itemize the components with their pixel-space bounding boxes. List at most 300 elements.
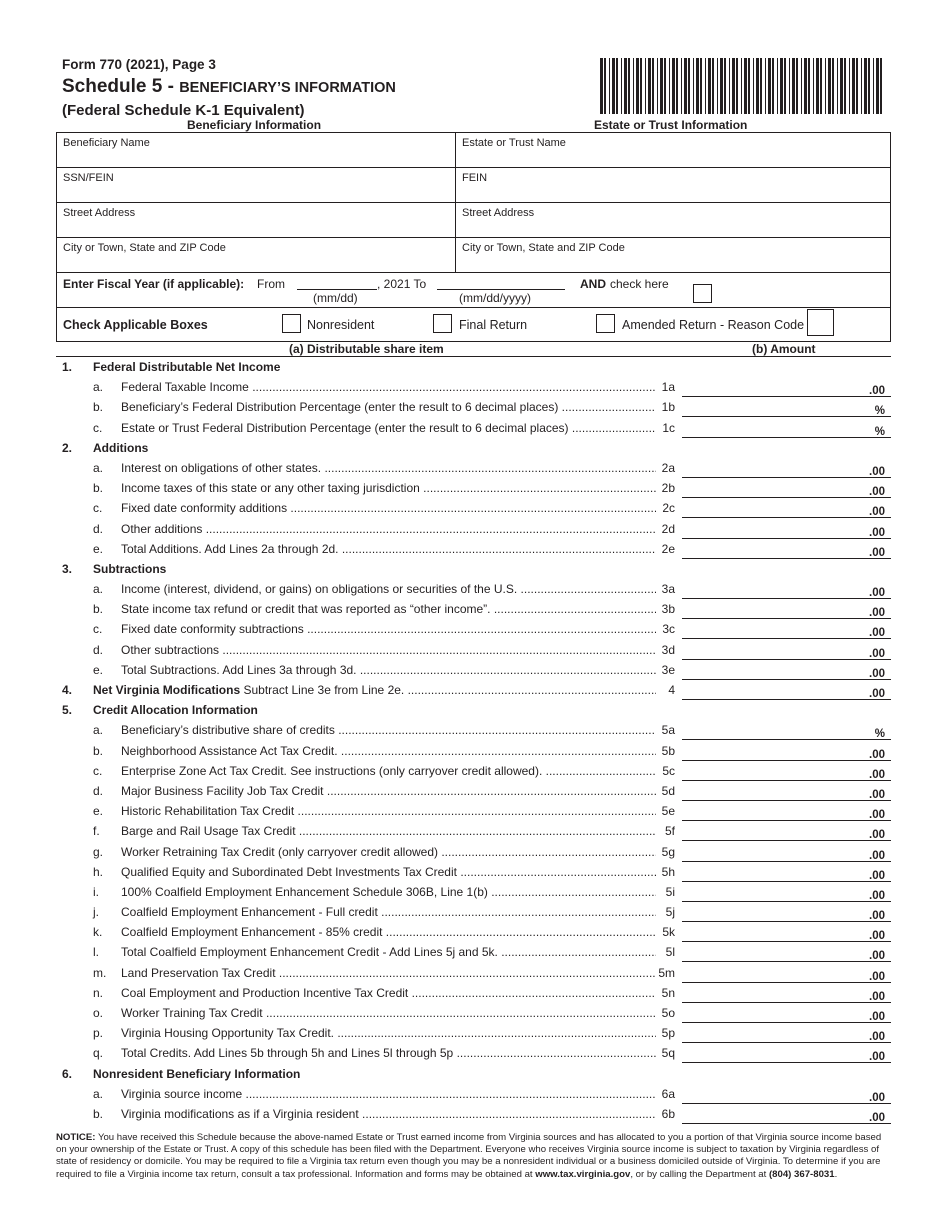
- line-description: Major Business Facility Job Tax Credit .....: [121, 782, 675, 800]
- amount-field[interactable]: .00: [682, 825, 891, 841]
- barcode-bar: [688, 58, 690, 114]
- beneficiary-city-field[interactable]: City or Town, State and ZIP Code: [57, 238, 456, 273]
- info-grid: [56, 132, 891, 273]
- nonresident-checkbox[interactable]: [282, 314, 301, 333]
- amount-field[interactable]: .00: [682, 745, 891, 761]
- line-ref: 5l: [656, 943, 675, 961]
- line-ref: 1a: [656, 378, 675, 396]
- line-row: [56, 822, 891, 842]
- amount-field[interactable]: .00: [682, 765, 891, 781]
- line-row: [56, 499, 891, 519]
- amount-field[interactable]: .00: [682, 1047, 891, 1063]
- line-description: Beneficiary’s Federal Distribution Percentage (enter the result to 6 decimal places) .....: [121, 398, 675, 416]
- amount-field[interactable]: .00: [682, 987, 891, 1003]
- line-ref: 2e: [656, 540, 675, 558]
- barcode-bar: [645, 58, 646, 114]
- line-letter: a.: [93, 723, 104, 738]
- final-return-label: Final Return: [459, 318, 528, 332]
- notice-label: NOTICE:: [56, 1132, 96, 1143]
- line-row: [56, 459, 891, 479]
- barcode-bar: [849, 58, 850, 114]
- barcode-bar: [744, 58, 747, 114]
- estate-street-field[interactable]: Street Address: [456, 203, 891, 238]
- line-row: [56, 398, 891, 418]
- section-row: [56, 701, 891, 721]
- line-row: [56, 620, 891, 640]
- line-description: Qualified Equity and Subordinated Debt Investments Tax Credit .....: [121, 863, 675, 881]
- barcode-bar: [732, 58, 735, 114]
- line-row: [56, 600, 891, 620]
- section-title: Additions: [93, 440, 149, 455]
- barcode-bar: [660, 58, 663, 114]
- section-row: [56, 681, 891, 701]
- final-return-checkbox[interactable]: [433, 314, 452, 333]
- line-description: Federal Taxable Income .....: [121, 378, 675, 396]
- barcode-bar: [748, 58, 750, 114]
- line-letter: h.: [93, 864, 104, 879]
- line-letter: q.: [93, 1046, 104, 1061]
- barcode-bar: [717, 58, 718, 114]
- line-row: [56, 843, 891, 863]
- line-letter: b.: [93, 743, 104, 758]
- line-row: [56, 378, 891, 398]
- schedule-label: Schedule 5 -: [62, 76, 174, 97]
- line-number: 3.: [62, 561, 73, 576]
- line-ref: 2c: [656, 499, 675, 517]
- amount-field[interactable]: .00: [682, 1027, 891, 1043]
- line-description: Worker Training Tax Credit .....: [121, 1004, 675, 1022]
- line-row: [56, 540, 891, 560]
- line-ref: 5j: [656, 903, 675, 921]
- line-ref: 5p: [656, 1024, 675, 1042]
- line-ref: 3c: [656, 620, 675, 638]
- barcode-bar: [604, 58, 606, 114]
- barcode-bar: [681, 58, 682, 114]
- line-letter: d.: [93, 642, 104, 657]
- line-description: Beneficiary’s distributive share of credits .....: [121, 721, 675, 739]
- line-ref: 5g: [656, 843, 675, 861]
- amount-field[interactable]: .00: [682, 785, 891, 801]
- amount-field[interactable]: .00: [682, 543, 891, 559]
- amount-field[interactable]: %: [682, 724, 891, 740]
- barcode-bar: [864, 58, 867, 114]
- line-row: [56, 419, 891, 439]
- line-ref: 5k: [656, 923, 675, 941]
- line-letter: b.: [93, 1106, 104, 1121]
- line-number: 2.: [62, 440, 73, 455]
- line-letter: n.: [93, 985, 104, 1000]
- barcode-bar: [633, 58, 634, 114]
- line-row: [56, 1085, 891, 1105]
- line-ref: 5b: [656, 742, 675, 760]
- line-ref: 2b: [656, 479, 675, 497]
- line-letter: g.: [93, 844, 104, 859]
- line-letter: a.: [93, 1086, 104, 1101]
- line-description: Interest on obligations of other states. .....: [121, 459, 675, 477]
- barcode-bar: [672, 58, 675, 114]
- line-row: [56, 742, 891, 762]
- barcode-bar: [772, 58, 774, 114]
- line-letter: b.: [93, 481, 104, 496]
- amount-field[interactable]: .00: [682, 926, 891, 942]
- section-row: [56, 1065, 891, 1085]
- line-ref: 2d: [656, 520, 675, 538]
- and-label: AND: [580, 277, 606, 291]
- line-row: [56, 479, 891, 499]
- barcode-bar: [792, 58, 795, 114]
- notice-website: www.tax.virginia.gov: [535, 1168, 631, 1180]
- barcode-bar: [753, 58, 754, 114]
- line-ref: 5e: [656, 802, 675, 820]
- line-ref: 5h: [656, 863, 675, 881]
- line-ref: 5f: [656, 822, 675, 840]
- form-id: Form 770 (2021), Page 3: [62, 57, 216, 72]
- amount-field[interactable]: .00: [682, 482, 891, 498]
- amount-field[interactable]: %: [682, 422, 891, 438]
- line-description: Virginia source income .....: [121, 1085, 675, 1103]
- line-letter: o.: [93, 1006, 104, 1020]
- section-title: Net Virginia Modifications: [93, 683, 241, 697]
- amount-field[interactable]: .00: [682, 462, 891, 478]
- barcode-bar: [693, 58, 694, 114]
- line-description: Other additions .....: [121, 520, 675, 538]
- line-number: 5.: [62, 703, 73, 718]
- barcode-bar: [856, 58, 858, 114]
- barcode-bar: [612, 58, 615, 114]
- line-description: Estate or Trust Federal Distribution Percentage (enter the result to 6 decimal places) .....: [121, 419, 675, 437]
- section-row: [56, 358, 891, 378]
- line-description: Income taxes of this state or any other taxing jurisdiction .....: [121, 479, 675, 497]
- barcode-bar: [736, 58, 738, 114]
- line-description: Coalfield Employment Enhancement - Full credit .....: [121, 903, 675, 921]
- barcode-bar: [760, 58, 762, 114]
- line-description: Land Preservation Tax Credit .....: [121, 964, 675, 982]
- line-letter: f.: [93, 824, 100, 839]
- line-row: [56, 923, 891, 943]
- barcode-bar: [852, 58, 855, 114]
- line-description: [93, 681, 675, 699]
- amount-field[interactable]: .00: [682, 523, 891, 539]
- line-description: State income tax refund or credit that was reported as “other income”. .....: [121, 600, 675, 618]
- line-letter: d.: [93, 783, 104, 798]
- barcode-bar: [636, 58, 639, 114]
- line-ref: 1b: [656, 398, 675, 416]
- barcode-bar: [873, 58, 874, 114]
- notice-body-3: .: [834, 1168, 838, 1180]
- line-row: [56, 802, 891, 822]
- line-items: [56, 358, 891, 1125]
- reason-code-input[interactable]: [807, 309, 834, 336]
- barcode-bar: [861, 58, 862, 114]
- line-ref: 4: [656, 681, 675, 699]
- line-ref: 5a: [656, 721, 675, 739]
- barcode-bar: [609, 58, 610, 114]
- barcode-bar: [844, 58, 846, 114]
- barcode-bar: [720, 58, 723, 114]
- schedule-subtitle: (Federal Schedule K-1 Equivalent): [62, 102, 305, 119]
- line-ref: 6b: [656, 1105, 675, 1123]
- section-title: Nonresident Beneficiary Information: [93, 1066, 301, 1081]
- schedule-name: BENEFICIARY’S INFORMATION: [179, 80, 396, 96]
- fiscal-from-label: From: [257, 277, 285, 291]
- barcode-image: [600, 58, 884, 114]
- line-letter: b.: [93, 602, 104, 617]
- line-letter: e.: [93, 541, 104, 556]
- nonresident-label: Nonresident: [307, 318, 375, 332]
- amount-field[interactable]: .00: [682, 967, 891, 983]
- barcode-bar: [621, 58, 622, 114]
- line-row: [56, 721, 891, 741]
- line-ref: 5m: [656, 964, 675, 982]
- check-here-label: check here: [610, 277, 669, 291]
- barcode-bar: [825, 58, 826, 114]
- notice-body-1: You have received this Schedule because the above-named Estate or Trust earned income from Virginia sources and has allocated to you a portion of that Virginia source income based on your ownership of the Estate or Trust. A copy of this schedule has been filed with the Department. Everyone who receives Virginia source income is subject to taxation by Virginia regardless of state of residency or domicile. You may be required to file a Virginia tax return even though you may be a nonresident individual or a business domiciled outside of Virginia. To determine if you are required to file a Virginia income tax return, consult a tax professional. Information and forms may be obtained at: [56, 1132, 882, 1180]
- line-description: Total Credits. Add Lines 5b through 5h and Lines 5l through 5p .....: [121, 1044, 675, 1062]
- barcode-bar: [705, 58, 706, 114]
- barcode-bar: [729, 58, 730, 114]
- fiscal-from-format: (mm/dd): [313, 291, 358, 305]
- fiscal-to-format: (mm/dd/yyyy): [459, 291, 531, 305]
- line-letter: l.: [93, 945, 99, 960]
- estate-fein-field[interactable]: FEIN: [456, 168, 891, 203]
- barcode-bar: [684, 58, 687, 114]
- barcode-bar: [669, 58, 670, 114]
- line-row: [56, 943, 891, 963]
- barcode-bar: [784, 58, 786, 114]
- line-row: [56, 984, 891, 1004]
- line-ref: 5n: [656, 984, 675, 1002]
- barcode-bar: [724, 58, 726, 114]
- line-description: Worker Retraining Tax Credit (only carryover credit allowed) .....: [121, 843, 675, 861]
- barcode-bar: [832, 58, 834, 114]
- amount-field[interactable]: .00: [682, 644, 891, 660]
- barcode-bar: [741, 58, 742, 114]
- barcode-bar: [820, 58, 822, 114]
- barcode-bar: [876, 58, 879, 114]
- fiscal-year-label: Enter Fiscal Year (if applicable):: [63, 277, 245, 291]
- line-description: Neighborhood Assistance Act Tax Credit. .....: [121, 742, 675, 760]
- line-row: [56, 883, 891, 903]
- line-description: Coalfield Employment Enhancement - 85% credit .....: [121, 923, 675, 941]
- barcode-bar: [648, 58, 651, 114]
- section-row: [56, 439, 891, 459]
- line-row: [56, 1044, 891, 1064]
- line-ref: 2a: [656, 459, 675, 477]
- barcode-bar: [828, 58, 831, 114]
- amount-field[interactable]: .00: [682, 381, 891, 397]
- fiscal-year-to-label: , 2021 To: [377, 277, 427, 291]
- line-ref: 3b: [656, 600, 675, 618]
- amount-field[interactable]: .00: [682, 603, 891, 619]
- line-ref: 3a: [656, 580, 675, 598]
- barcode-bar: [840, 58, 843, 114]
- line-number: 6.: [62, 1066, 73, 1081]
- line-description: Enterprise Zone Act Tax Credit. See instructions (only carryover credit allowed). .....: [121, 762, 675, 780]
- line-letter: j.: [93, 905, 99, 920]
- column-b-heading: (b) Amount: [752, 342, 816, 356]
- section-title: Subtractions: [93, 561, 167, 576]
- fiscal-from-input[interactable]: [297, 276, 377, 290]
- line-description: 100% Coalfield Employment Enhancement Schedule 306B, Line 1(b) .....: [121, 883, 675, 901]
- amount-field[interactable]: .00: [682, 583, 891, 599]
- section-title: Federal Distributable Net Income: [93, 360, 281, 374]
- line-letter: c.: [93, 501, 103, 516]
- amount-field[interactable]: .00: [682, 846, 891, 862]
- line-ref: 3d: [656, 641, 675, 659]
- line-description: Income (interest, dividend, or gains) on obligations or securities of the U.S. .....: [121, 580, 675, 598]
- barcode-bar: [624, 58, 627, 114]
- form-header: [62, 56, 622, 120]
- beneficiary-info-heading: Beneficiary Information: [187, 118, 322, 132]
- line-description: Other subtractions .....: [121, 641, 675, 659]
- amount-field[interactable]: .00: [682, 684, 891, 700]
- amended-return-checkbox[interactable]: [596, 314, 615, 333]
- estate-info-heading: Estate or Trust Information: [594, 118, 748, 132]
- line-letter: a.: [93, 460, 104, 475]
- fiscal-year-row: [56, 272, 891, 308]
- line-letter: c.: [93, 622, 103, 637]
- line-description-rest: Subtract Line 3e from Line 2e.: [243, 683, 405, 697]
- check-boxes-label: Check Applicable Boxes: [63, 318, 208, 332]
- line-ref: 5o: [656, 1004, 675, 1022]
- line-letter: k.: [93, 925, 103, 940]
- line-row: [56, 762, 891, 782]
- line-row: [56, 641, 891, 661]
- line-row: [56, 964, 891, 984]
- amount-field[interactable]: .00: [682, 664, 891, 680]
- line-row: [56, 1024, 891, 1044]
- barcode-bar: [708, 58, 711, 114]
- line-letter: p.: [93, 1026, 104, 1041]
- line-ref: 1c: [656, 419, 675, 437]
- line-ref: 5c: [656, 762, 675, 780]
- column-rule: [56, 356, 891, 357]
- section-row: [56, 560, 891, 580]
- barcode-bar: [880, 58, 882, 114]
- amount-field[interactable]: .00: [682, 886, 891, 902]
- amount-field[interactable]: .00: [682, 805, 891, 821]
- line-letter: c.: [93, 420, 103, 435]
- barcode-bar: [628, 58, 630, 114]
- amount-field[interactable]: .00: [682, 1007, 891, 1023]
- notice-body-2: , or by calling the Department at: [630, 1168, 769, 1180]
- line-description: Historic Rehabilitation Tax Credit .....: [121, 802, 675, 820]
- line-description: Barge and Rail Usage Tax Credit .....: [121, 822, 675, 840]
- fiscal-year-checkbox[interactable]: [693, 284, 712, 303]
- line-ref: 5i: [656, 883, 675, 901]
- line-row: [56, 580, 891, 600]
- ssn-fein-field[interactable]: SSN/FEIN: [57, 168, 456, 203]
- amount-field[interactable]: .00: [682, 502, 891, 518]
- barcode-bar: [801, 58, 802, 114]
- schedule-title: [62, 75, 622, 100]
- barcode-bar: [837, 58, 838, 114]
- barcode-bar: [652, 58, 654, 114]
- amount-field[interactable]: .00: [682, 866, 891, 882]
- amount-field[interactable]: .00: [682, 623, 891, 639]
- line-letter: m.: [93, 965, 107, 980]
- line-letter: b.: [93, 400, 104, 415]
- column-a-heading: (a) Distributable share item: [289, 342, 444, 356]
- estate-city-field[interactable]: City or Town, State and ZIP Code: [456, 238, 891, 273]
- notice-phone: (804) 367-8031: [768, 1168, 835, 1180]
- barcode-bar: [756, 58, 759, 114]
- line-description: Virginia modifications as if a Virginia resident .....: [121, 1105, 675, 1123]
- barcode-bar: [796, 58, 798, 114]
- amended-return-label: Amended Return - Reason Code: [622, 318, 805, 332]
- amount-field[interactable]: .00: [682, 906, 891, 922]
- line-ref: 6a: [656, 1085, 675, 1103]
- line-description: Virginia Housing Opportunity Tax Credit. .....: [121, 1024, 675, 1042]
- line-letter: i.: [93, 884, 99, 899]
- beneficiary-name-field[interactable]: Beneficiary Name: [57, 133, 456, 168]
- amount-field[interactable]: %: [682, 401, 891, 417]
- barcode-bar: [712, 58, 714, 114]
- line-letter: e.: [93, 804, 104, 819]
- line-description: Fixed date conformity subtractions .....: [121, 620, 675, 638]
- barcode-bar: [657, 58, 658, 114]
- amount-field[interactable]: .00: [682, 1088, 891, 1104]
- line-row: [56, 1105, 891, 1125]
- barcode-bar: [640, 58, 642, 114]
- line-description: Coal Employment and Production Incentive Tax Credit .....: [121, 984, 675, 1002]
- barcode-bar: [816, 58, 819, 114]
- barcode-bar: [600, 58, 603, 114]
- barcode-bar: [777, 58, 778, 114]
- line-ref: 3e: [656, 661, 675, 679]
- estate-name-field[interactable]: Estate or Trust Name: [456, 133, 891, 168]
- notice-text: [56, 1132, 891, 1181]
- beneficiary-street-field[interactable]: Street Address: [57, 203, 456, 238]
- line-row: [56, 520, 891, 540]
- amount-field[interactable]: .00: [682, 1108, 891, 1124]
- line-description: Fixed date conformity additions .....: [121, 499, 675, 517]
- line-number: 1.: [62, 360, 73, 374]
- line-number: 4.: [62, 683, 73, 697]
- barcode-bar: [700, 58, 702, 114]
- barcode-bar: [804, 58, 807, 114]
- line-letter: c.: [93, 763, 103, 778]
- line-row: [56, 661, 891, 681]
- barcode-bar: [789, 58, 790, 114]
- barcode-bar: [664, 58, 666, 114]
- line-row: [56, 863, 891, 883]
- line-description: Total Coalfield Employment Enhancement Credit - Add Lines 5j and 5k. .....: [121, 943, 675, 961]
- line-letter: d.: [93, 521, 104, 536]
- section-title: Credit Allocation Information: [93, 703, 258, 718]
- line-row: [56, 782, 891, 802]
- line-description: Total Additions. Add Lines 2a through 2d. .....: [121, 540, 675, 558]
- barcode-bar: [780, 58, 783, 114]
- line-row: [56, 903, 891, 923]
- barcode-bar: [616, 58, 618, 114]
- line-ref: 5d: [656, 782, 675, 800]
- fiscal-to-input[interactable]: [437, 276, 565, 290]
- line-ref: 5q: [656, 1044, 675, 1062]
- barcode-bar: [676, 58, 678, 114]
- line-letter: a.: [93, 380, 104, 395]
- check-boxes-row: [56, 308, 891, 342]
- barcode-bar: [813, 58, 814, 114]
- amount-field[interactable]: .00: [682, 946, 891, 962]
- barcode-bar: [765, 58, 766, 114]
- barcode-bar: [696, 58, 699, 114]
- line-letter: e.: [93, 662, 104, 677]
- line-letter: a.: [93, 582, 104, 597]
- line-description: Total Subtractions. Add Lines 3a through 3d. .....: [121, 661, 675, 679]
- barcode-bar: [808, 58, 810, 114]
- line-row: [56, 1004, 891, 1024]
